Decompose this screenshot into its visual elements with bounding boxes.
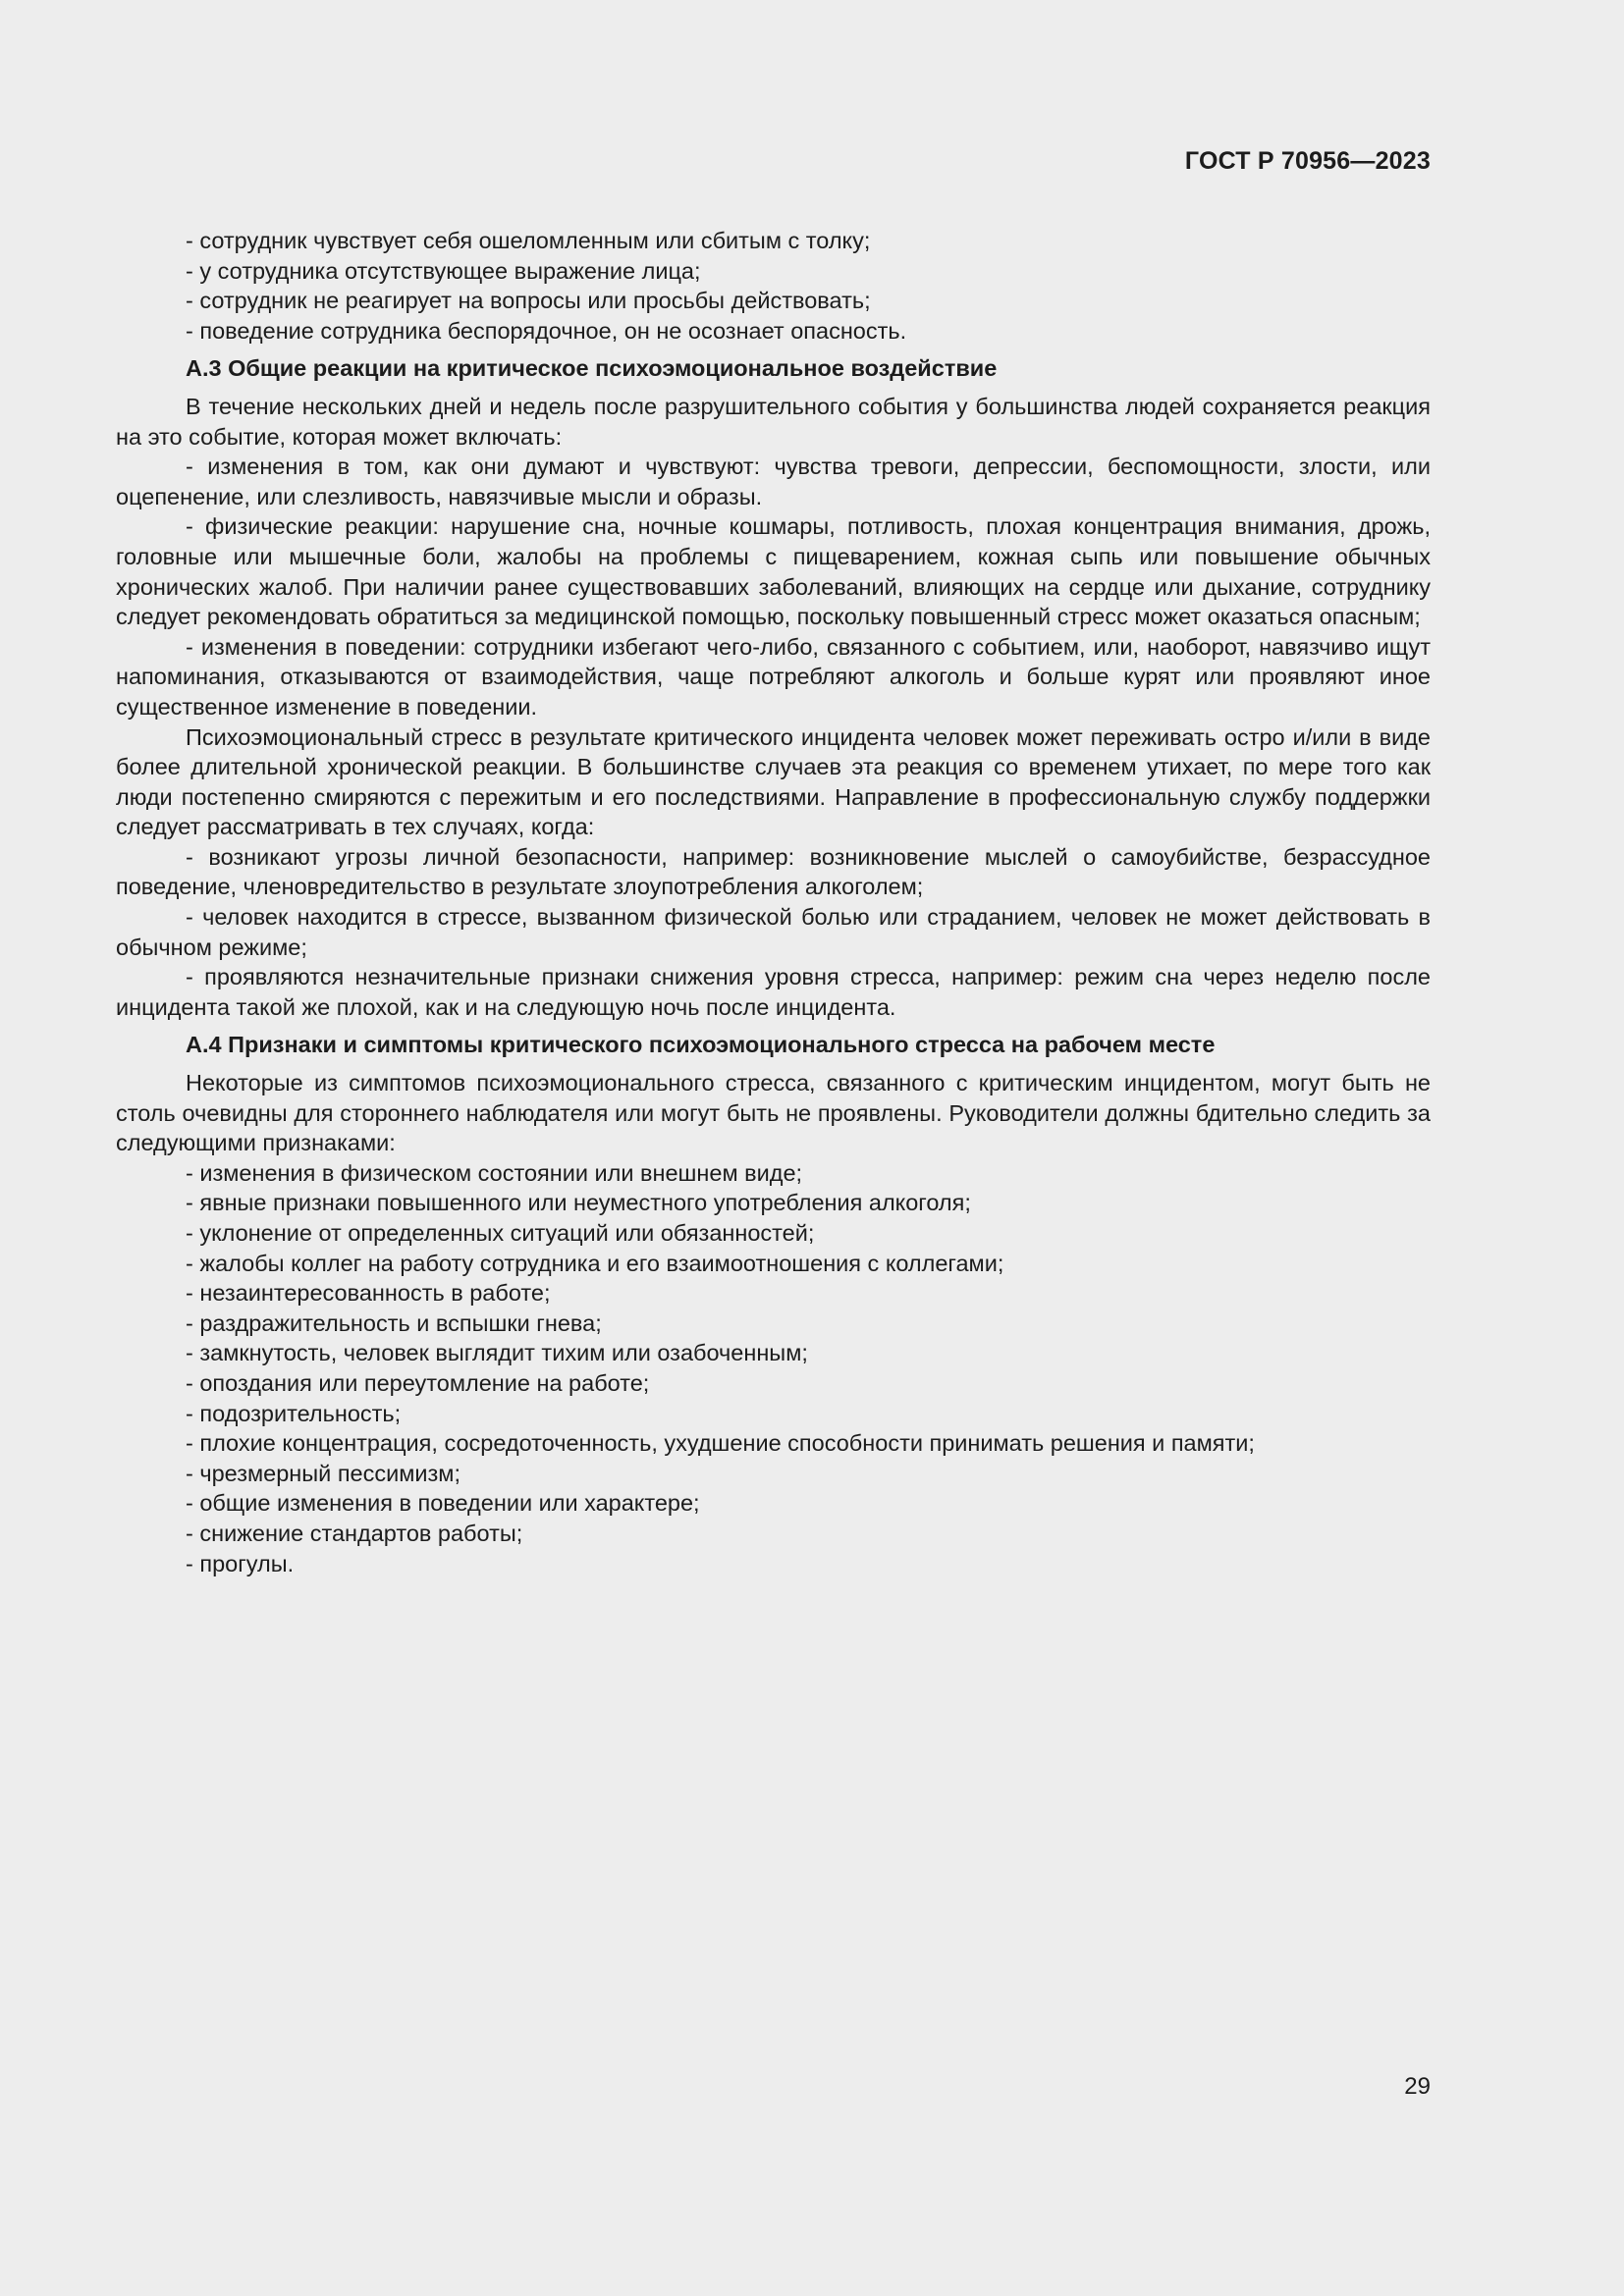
page-header: ГОСТ Р 70956—2023 bbox=[1184, 147, 1431, 175]
list-item: - опоздания или переутомление на работе; bbox=[186, 1369, 650, 1396]
list-item: - чрезмерный пессимизм; bbox=[186, 1460, 460, 1486]
list-item: - физические реакции: нарушение сна, ночные кошмары, потливость, плохая концентрация внимания, дрожь, головные или мышечные боли, жалобы на проблемы с пищеварением, кожная сыпь или повышение обычных хронических жалоб. При наличии ранее существовавших заболеваний, влияющих на сердце или дыхание, сотруднику следует рекомендовать обратиться за медицинской помощью, поскольку повышенный стресс может оказаться опасным; bbox=[116, 513, 1431, 630]
list-item: - у сотрудника отсутствующее выражение лица; bbox=[186, 257, 701, 284]
list-item: - подозрительность; bbox=[186, 1400, 402, 1426]
list-item: - жалобы коллег на работу сотрудника и его взаимоотношения с коллегами; bbox=[186, 1250, 1004, 1276]
list-item: - сотрудник чувствует себя ошеломленным или сбитым с толку; bbox=[186, 228, 871, 253]
page-number: 29 bbox=[1404, 2073, 1431, 2100]
list-item: - сотрудник не реагирует на вопросы или просьбы действовать; bbox=[186, 288, 871, 314]
list-item: - возникают угрозы личной безопасности, например: возникновение мыслей о самоубийстве, безрассудное поведение, членовредительство в результате злоупотребления алкоголем; bbox=[116, 843, 1431, 900]
list-item: - проявляются незначительные признаки снижения уровня стресса, например: режим сна через неделю после инцидента такой же плохой, как и на следующую ночь после инцидента. bbox=[116, 964, 1431, 1020]
list-item: - явные признаки повышенного или неуместного употребления алкоголя; bbox=[186, 1190, 971, 1216]
list-item: - изменения в поведении: сотрудники избегают чего-либо, связанного с событием, или, наоборот, навязчиво ищут напоминания, отказываются от взаимодействия, чаще потребляют алкоголь и больше курят или проявляют иное существенное изменение в поведении. bbox=[116, 633, 1431, 720]
list-item: - человек находится в стрессе, вызванном физической болью или страданием, человек не может действовать в обычном режиме; bbox=[116, 904, 1431, 960]
list-item: - прогулы. bbox=[186, 1550, 295, 1576]
list-item: - снижение стандартов работы; bbox=[186, 1520, 523, 1546]
list-item: - изменения в том, как они думают и чувствуют: чувства тревоги, депрессии, беспомощности, злости, или оцепенение, или слезливость, навязчивые мысли и образы. bbox=[116, 454, 1431, 509]
list-item: - поведение сотрудника беспорядочное, он не осознает опасность. bbox=[186, 317, 907, 344]
paragraph: В течение нескольких дней и недель после разрушительного события у большинства людей сохраняется реакция на это событие, которая может включать: bbox=[116, 393, 1431, 450]
document-body bbox=[116, 226, 1431, 1578]
list-item: - плохие концентрация, сосредоточенность, ухудшение способности принимать решения и памяти; bbox=[186, 1430, 1255, 1457]
section-heading-a3: А.3 Общие реакции на критическое психоэмоциональное воздействие bbox=[186, 355, 998, 382]
list-item: - замкнутость, человек выглядит тихим или озабоченным; bbox=[186, 1340, 808, 1366]
section-heading-a4: А.4 Признаки и симптомы критического психоэмоционального стресса на рабочем месте bbox=[186, 1032, 1216, 1058]
paragraph: Психоэмоциональный стресс в результате критического инцидента человек может переживать остро и/или в виде более длительной хронической реакции. В большинстве случаев эта реакция со временем утихает, по мере того как люди постепенно смиряются с пережитым и его последствиями. Направление в профессиональную службу поддержки следует рассматривать в тех случаях, когда: bbox=[116, 723, 1431, 840]
list-item: - изменения в физическом состоянии или внешнем виде; bbox=[186, 1159, 803, 1186]
paragraph: Некоторые из симптомов психоэмоционального стресса, связанного с критическим инцидентом, могут быть не столь очевидны для стороннего наблюдателя или могут быть не проявлены. Руководители должны бдительно следить за следующими признаками: bbox=[116, 1070, 1431, 1156]
list-item: - раздражительность и вспышки гнева; bbox=[186, 1309, 602, 1336]
list-item: - уклонение от определенных ситуаций или обязанностей; bbox=[186, 1220, 815, 1246]
list-item: - общие изменения в поведении или характере; bbox=[186, 1490, 700, 1517]
list-item: - незаинтересованность в работе; bbox=[186, 1280, 551, 1307]
